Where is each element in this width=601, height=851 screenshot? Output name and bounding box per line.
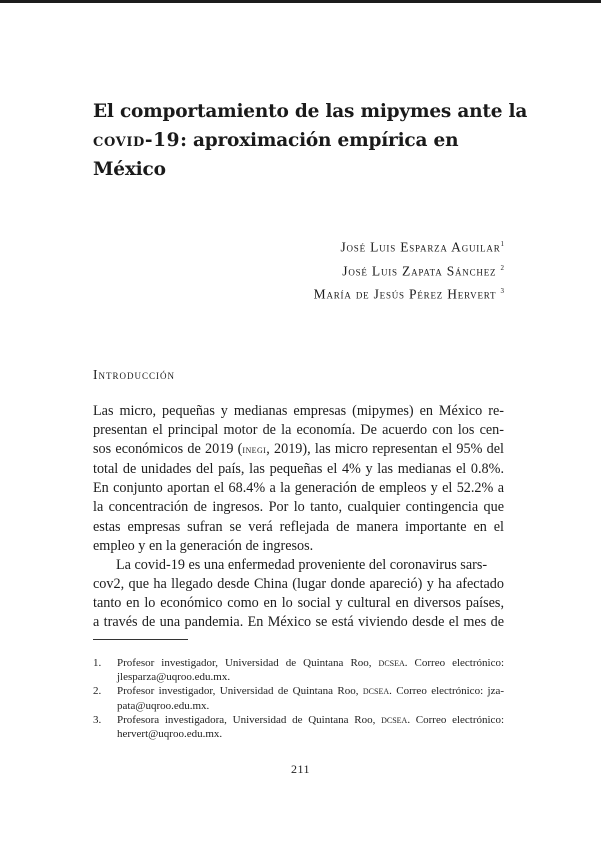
footnotes [93,656,504,741]
body-line: presentan el principal motor de la economía. De acuerdo con los cen- [93,422,504,439]
body-line: Las micro, pequeñas y medianas empresas (mipymes) en México re- [93,403,504,419]
footnote-1: 1. Profesor investigador, Universidad de Quintana Roo, dcsea. Correo electrónico: jlesparza@uqroo.edu.mx. [93,657,505,684]
author-3-footnote-mark: 3 [500,287,504,295]
title-line-2: : aproximación empírica en México [93,130,459,180]
author-3: María de Jesús Pérez Hervert $^3$ [313,286,504,302]
body-line: la concentración de ingresos. Por lo tanto, cualquier contingencia que [93,499,504,516]
page-number: 211 [290,762,311,776]
body-line: sos económicos de 2019 (inegi, 2019), las micro representan el 95% del [93,441,504,458]
author-1-footnote-mark: 1 [500,240,504,248]
footnote-rule [93,639,188,640]
title-covid-term: covid-19 [93,130,181,151]
body-line: a través de una pandemia. En México se está viviendo desde el mes de [93,614,504,631]
footnote-number: 1. [93,657,102,669]
section-heading: Introducción [93,367,175,382]
body-line: empleo y en la generación de ingresos. [93,537,314,554]
footnote-number: 2. [93,685,102,698]
footnote-email: pata@uqroo.edu.mx. [117,699,210,712]
author-list [314,234,504,305]
author-2-footnote-mark: 2 [500,263,504,272]
body-line: total de unidades del país, las pequeñas el 4% y las medianas el 0.8%. [93,461,504,478]
footnote-email: hervert@uqroo.edu.mx. [117,728,223,741]
author-1: José Luis Esparza Aguilar$^1$ [340,239,504,255]
title-line-1: El comportamiento de las mipymes ante la [93,101,528,122]
top-border [0,0,601,3]
footnote-3: 3. Profesora investigadora, Universidad de Quintana Roo, dcsea. Correo electrónico: hervert@uqroo.edu.mx. [93,713,504,741]
footnote-number: 3. [93,713,102,726]
body-line: La covid-19 es una enfermedad proveniente del coronavirus sars- [116,556,488,573]
body-text [93,402,504,632]
body-line: estas empresas sufran se verá reflejada de manera importante en el [93,518,504,535]
footnote-2: 2. Profesor investigador, Universidad de Quintana Roo, dcsea. Correo electrónico: jza- pata@uqroo.edu.mx. [93,685,505,712]
chapter-title [93,97,533,184]
author-2: José Luis Zapata Sánchez $^2$ [342,263,504,278]
body-line: cov2, que ha llegado desde China (lugar donde apareció) y ha afectado [93,575,504,592]
body-line: tanto en lo económico como en lo social y cultural en diversos países, [93,594,504,611]
footnote-email: jlesparza@uqroo.edu.mx. [117,671,231,684]
body-line: En conjunto aportan el 68.4% a la generación de empleos y el 52.2% a [93,480,504,497]
